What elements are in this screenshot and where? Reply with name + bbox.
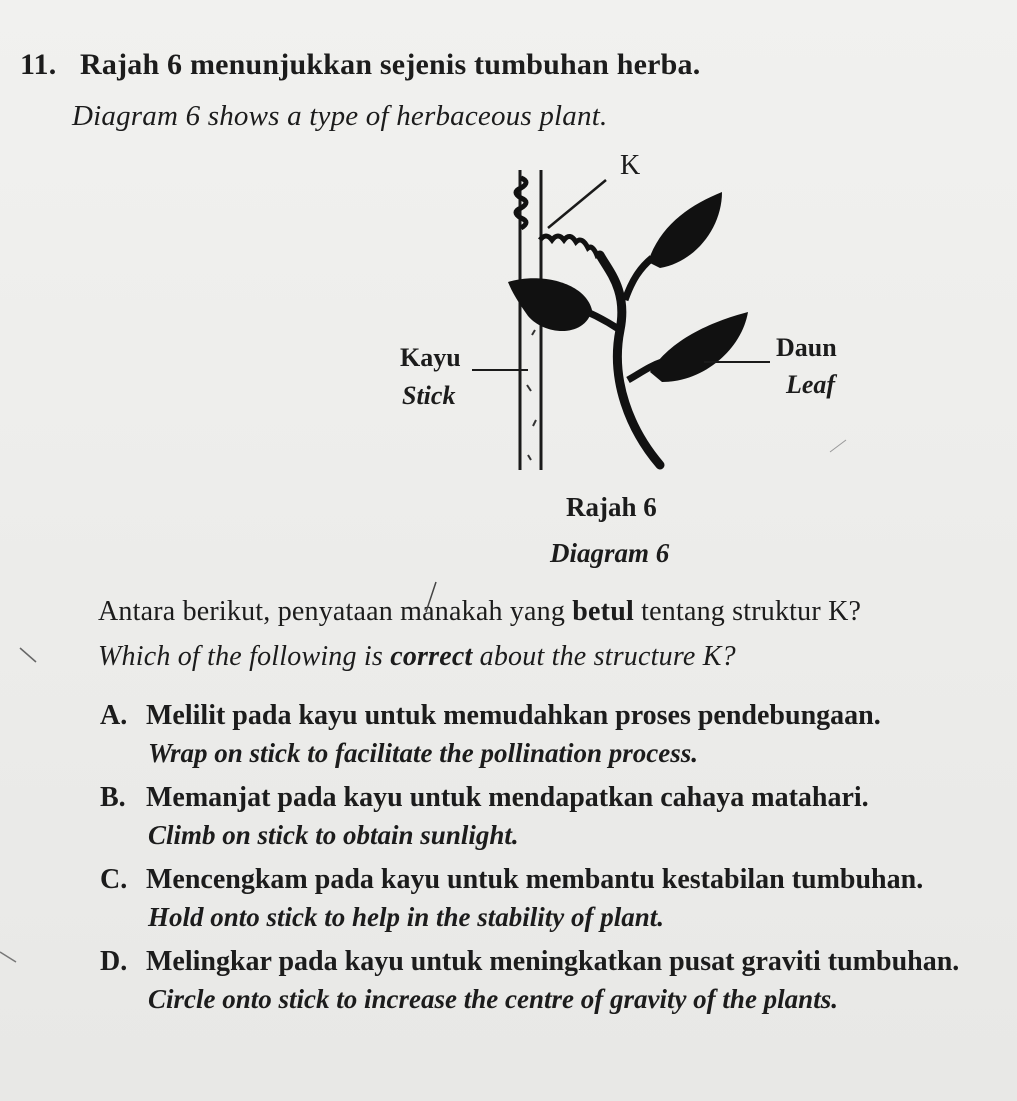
stem-malay-suffix: tentang struktur K? (633, 596, 862, 627)
option-a-letter: A. (100, 700, 128, 731)
stem-malay-emphasis: betul (572, 596, 634, 627)
option-c-letter: C. (100, 864, 128, 895)
option-a-english: Wrap on stick to facilitate the pollination process. (148, 738, 699, 768)
label-stick: Stick (402, 381, 456, 410)
stem-malay-prefix: Antara berikut, penyataan manakah yang (98, 596, 573, 627)
option-d-malay: Melingkar pada kayu untuk meningkatkan pusat graviti tumbuhan. (146, 946, 960, 977)
option-b-english: Climb on stick to obtain sunlight. (148, 820, 519, 850)
label-leaf: Leaf (786, 370, 836, 399)
label-kayu: Kayu (400, 343, 461, 372)
option-b-malay: Memanjat pada kayu untuk mendapatkan cahaya matahari. (146, 782, 869, 813)
label-daun: Daun (776, 333, 837, 362)
diagram-caption-english: Diagram 6 (550, 538, 670, 568)
stem-english-emphasis: correct (390, 641, 473, 672)
option-c-malay: Mencengkam pada kayu untuk membantu kestabilan tumbuhan. (146, 864, 924, 895)
question-text-english: Diagram 6 shows a type of herbaceous plant. (72, 100, 608, 132)
option-a-malay: Melilit pada kayu untuk memudahkan proses pendebungaan. (146, 700, 881, 731)
question-number: 11. (20, 48, 57, 81)
stem-english-prefix: Which of the following is (98, 641, 391, 672)
diagram-caption-malay: Rajah 6 (566, 492, 657, 522)
stem-english-suffix: about the structure K? (472, 641, 736, 672)
label-k: K (620, 150, 641, 181)
question-text-malay: Rajah 6 menunjukkan sejenis tumbuhan herba. (80, 48, 701, 81)
option-d-english: Circle onto stick to increase the centre of gravity of the plants. (148, 984, 838, 1014)
option-d-letter: D. (100, 946, 128, 977)
option-b-letter: B. (100, 782, 126, 813)
option-c-english: Hold onto stick to help in the stability of plant. (148, 902, 665, 932)
